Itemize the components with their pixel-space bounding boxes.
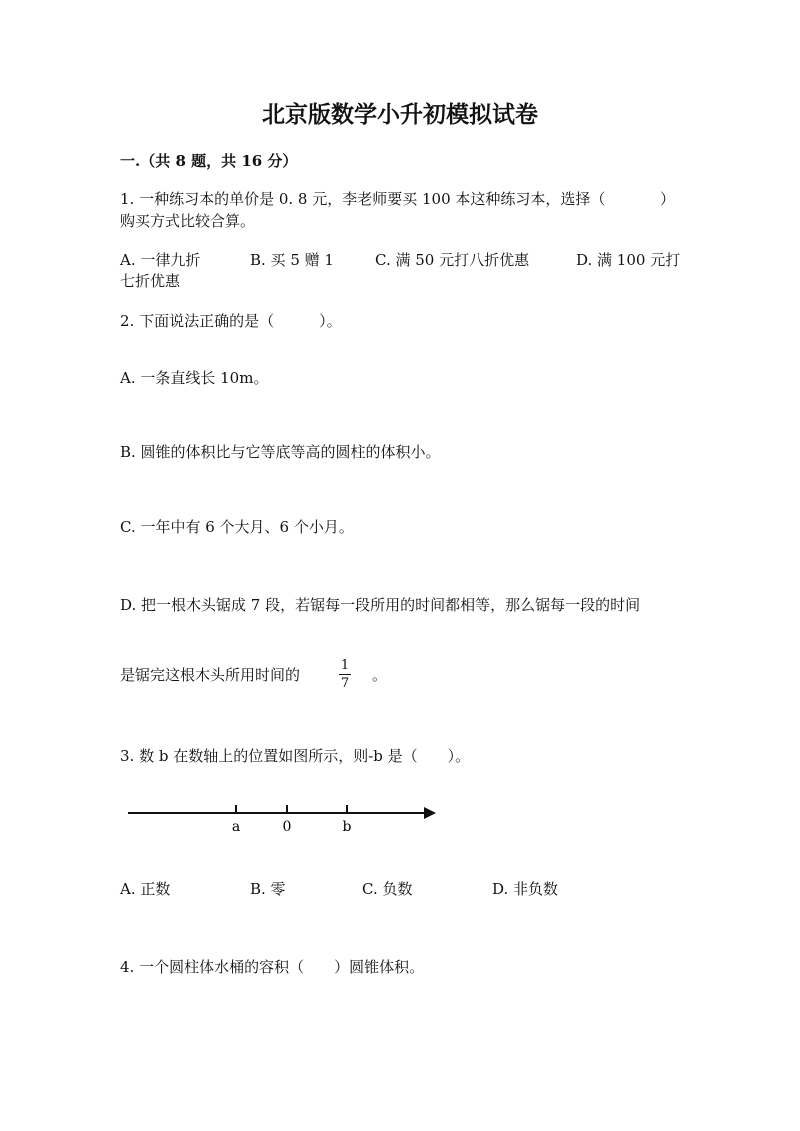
fraction-denominator: 7 — [340, 676, 350, 691]
q3-option-b: B. 零 — [250, 880, 286, 898]
q3-option-c: C. 负数 — [362, 880, 413, 898]
q1-option-d: D. 满 100 元打 — [576, 251, 681, 269]
fraction-one-seventh — [337, 658, 353, 691]
label-zero: 0 — [282, 819, 292, 835]
q2-option-d-line2: 是锯完这根木头所用时间的 — [120, 666, 301, 684]
page-title: 北京版数学小升初模拟试卷 — [262, 101, 538, 128]
q4-stem: 4. 一个圆柱体水桶的容积（ ）圆锥体积。 — [120, 958, 425, 976]
q3-stem: 3. 数 b 在数轴上的位置如图所示，则-b 是（ ）。 — [120, 747, 471, 765]
arrow-head-icon — [424, 807, 436, 819]
q1-option-d-continued: 七折优惠 — [120, 272, 181, 290]
q2-option-d-period: 。 — [372, 666, 388, 684]
section-heading: 一.（共 8 题，共 16 分） — [120, 152, 298, 170]
q3-option-a: A. 正数 — [120, 880, 171, 898]
q1-option-b: B. 买 5 赠 1 — [250, 251, 334, 269]
q1-stem-line1: 1. 一种练习本的单价是 0. 8 元，李老师要买 100 本这种练习本，选择（ — [120, 190, 606, 208]
q1-option-c: C. 满 50 元打八折优惠 — [375, 251, 530, 269]
q2-option-c: C. 一年中有 6 个大月、6 个小月。 — [120, 518, 354, 536]
fraction-numerator: 1 — [340, 658, 350, 673]
q3-option-d: D. 非负数 — [492, 880, 559, 898]
number-line-figure — [120, 795, 450, 840]
q2-option-b: B. 圆锥的体积比与它等底等高的圆柱的体积小。 — [120, 443, 441, 461]
q1-stem-line2: 购买方式比较合算。 — [120, 212, 256, 230]
fraction-bar — [339, 674, 351, 675]
q2-stem: 2. 下面说法正确的是（ ）。 — [120, 312, 342, 330]
q1-option-a: A. 一律九折 — [120, 251, 201, 269]
label-b: b — [342, 819, 352, 835]
label-a: a — [231, 819, 241, 835]
q2-option-a: A. 一条直线长 10m。 — [120, 369, 269, 387]
q2-option-d-line1: D. 把一根木头锯成 7 段，若锯每一段所用的时间都相等，那么锯每一段的时间 — [120, 596, 641, 614]
q1-paren-close: ） — [660, 190, 676, 208]
